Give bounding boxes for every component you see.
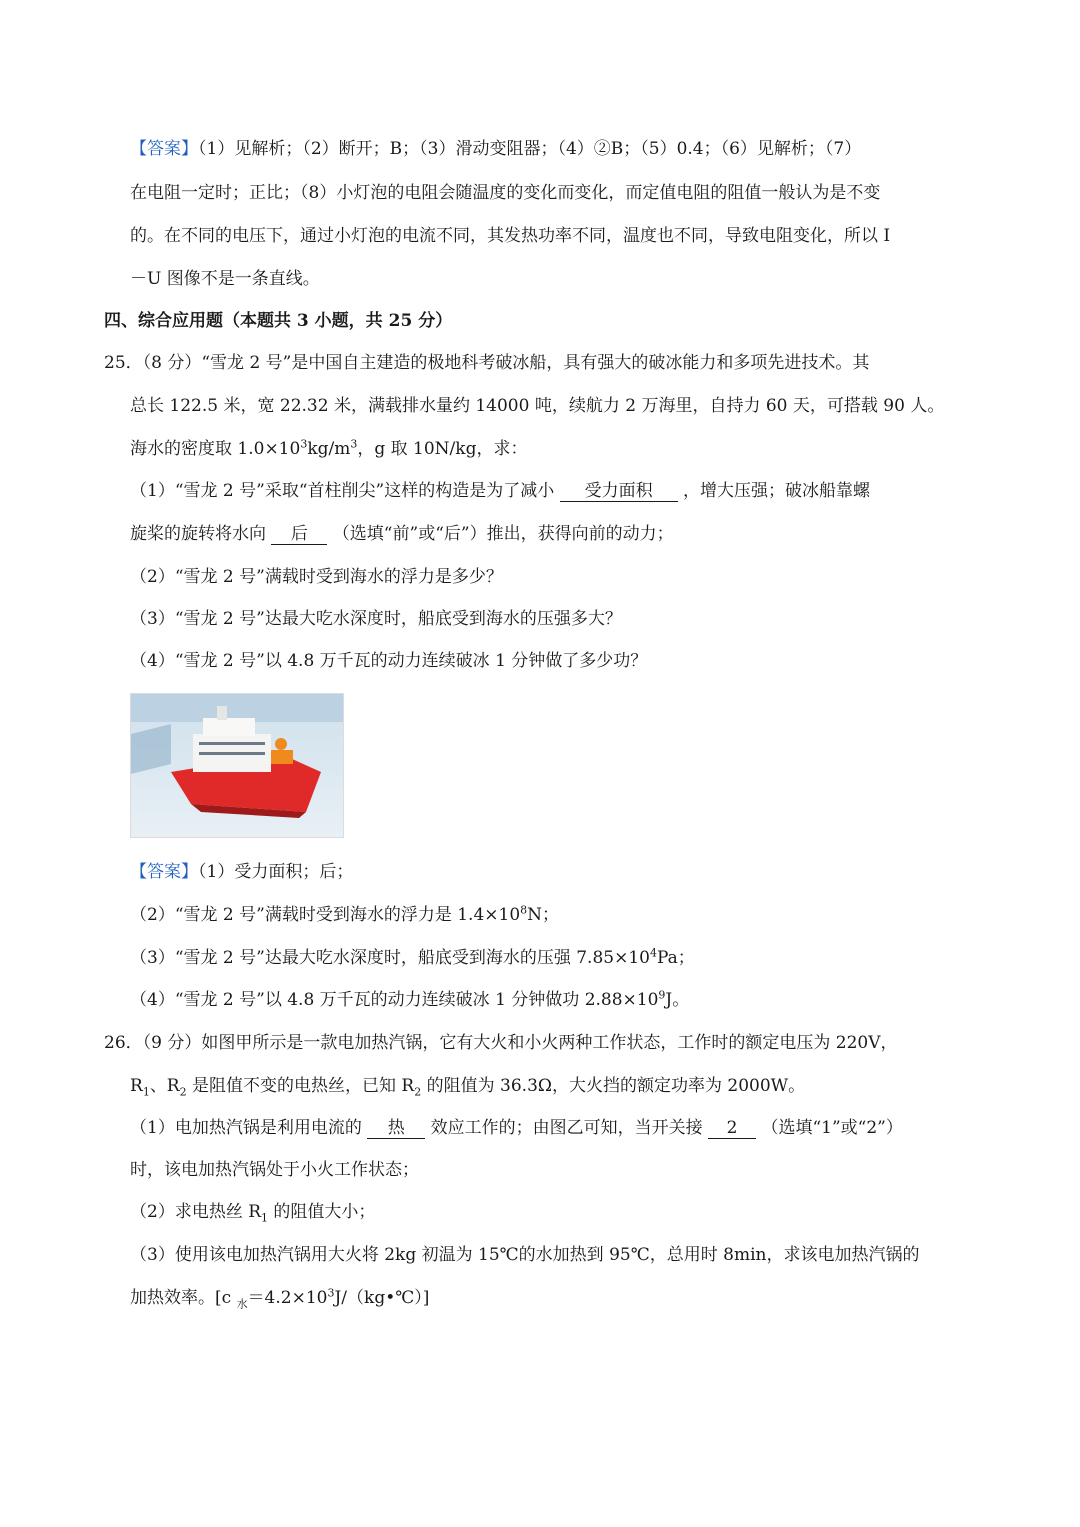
subscript: 1: [142, 1085, 150, 1099]
q25-part-1-cont: [130, 522, 674, 546]
q26-text-1: （9 分）如图甲所示是一款电加热汽锅，它有大火和小火两种工作状态，工作时的额定电压为 220V，: [142, 1033, 898, 1053]
q25-answer-3: [130, 946, 695, 970]
q26-line-2: [130, 1074, 805, 1098]
q25-text-1: （8 分）“雪龙 2 号”是中国自主建造的极地科考破冰船，具有强大的破冰能力和多项先进技术。其: [142, 353, 870, 373]
q26-part-3-cont: [130, 1286, 429, 1310]
q25-p1-text: （选填“前”或“后”）推出，获得向前的动力；: [327, 524, 674, 544]
q26-line-1: [104, 1031, 898, 1055]
q25-density-unit: kg/m: [307, 439, 351, 459]
heading-part: 分）: [412, 311, 453, 331]
q26-text: 、R: [149, 1076, 180, 1096]
superscript: 3: [350, 437, 358, 451]
heading-part: 小题，共: [308, 311, 389, 331]
q25-part-4: （4）“雪龙 2 号”以 4.8 万千瓦的动力连续破冰 1 分钟做了多少功？: [130, 651, 648, 671]
q25-p1-text: （1）“雪龙 2 号”采取“首柱削尖”这样的构造是为了减小: [130, 481, 560, 501]
answer-tag: 【答案】: [130, 139, 198, 159]
q26-text: 的阻值大小；: [268, 1202, 376, 1222]
q26-text: （2）求电热丝 R: [130, 1202, 262, 1222]
q25-number: 25．: [104, 353, 143, 373]
q26-part-3: （3）使用该电加热汽锅用大火将 2kg 初温为 15℃的水加热到 95℃，总用时 8min，求该电加热汽锅的: [130, 1245, 920, 1265]
q26-p1-text: （选填“1”或“2”）: [756, 1118, 903, 1138]
q25-answer-unit: J。: [665, 990, 690, 1010]
q25-line-2: 总长 122.5 米，宽 22.32 米，满载排水量约 14000 吨，续航力 2 万海里，自持力 60 天，可搭载 90 人。: [130, 396, 945, 416]
q26-text: 的阻值为 36.3Ω，大火挡的额定功率为 2000W。: [421, 1076, 806, 1096]
q26-blank-2: 2: [708, 1118, 756, 1139]
q25-part-1: [130, 479, 870, 503]
q25-part-2: （2）“雪龙 2 号”满载时受到海水的浮力是多少？: [130, 567, 503, 587]
q25-answer-1: [130, 860, 353, 884]
prev-answer-line-4: －U 图像不是一条直线。: [130, 269, 320, 289]
q25-p1-text: 旋桨的旋转将水向: [130, 524, 272, 544]
q25-line-1: [104, 351, 869, 375]
q25-answer-text: （3）“雪龙 2 号”达最大吃水深度时，船底受到海水的压强 7.85×10: [130, 948, 650, 968]
prev-answer-line-1: [130, 137, 861, 161]
icebreaker-photo: [130, 693, 344, 838]
q26-part-1: [130, 1116, 903, 1140]
q26-part-2: [130, 1200, 375, 1224]
subscript: 2: [179, 1085, 187, 1099]
heading-score: 25: [388, 311, 413, 331]
q25-answer-unit: N；: [527, 905, 560, 925]
subscript: 1: [261, 1211, 269, 1225]
q25-answer-2: [130, 903, 559, 927]
heading-part: 四、综合应用题（本题共: [104, 311, 297, 331]
q25-line-3: [130, 437, 527, 461]
q25-blank-2: 后: [271, 524, 327, 545]
q26-number: 26．: [104, 1033, 143, 1053]
superscript: 8: [520, 903, 528, 917]
q25-answer-text: （1）受力面积；后；: [198, 862, 354, 882]
q25-part-3: （3）“雪龙 2 号”达最大吃水深度时，船底受到海水的压强多大？: [130, 609, 622, 629]
q25-p1-text: ，增大压强；破冰船靠螺: [677, 481, 871, 501]
answer-tag: 【答案】: [130, 862, 198, 882]
q25-density-text: 海水的密度取 1.0×10: [130, 439, 301, 459]
q26-text: ＝4.2×10: [247, 1288, 328, 1308]
q25-answer-4: [130, 988, 689, 1012]
q25-answer-text: （4）“雪龙 2 号”以 4.8 万千瓦的动力连续破冰 1 分钟做功 2.88×10: [130, 990, 659, 1010]
q25-answer-text: （2）“雪龙 2 号”满载时受到海水的浮力是 1.4×10: [130, 905, 521, 925]
heading-count: 3: [296, 311, 309, 331]
icebreaker-illustration: [131, 694, 343, 837]
q26-p1-text: 效应工作的；由图乙可知，当开关接: [425, 1118, 709, 1138]
prev-answer-line-2: 在电阻一定时；正比；（8）小灯泡的电阻会随温度的变化而变化，而定值电阻的阻值一般认为是不变: [130, 183, 881, 203]
q26-text: R: [130, 1076, 143, 1096]
section-heading: [104, 309, 452, 333]
subscript: 水: [236, 1297, 248, 1311]
q26-blank-1: 热: [367, 1118, 425, 1139]
superscript: 3: [327, 1286, 335, 1300]
prev-answer-text-1: （1）见解析；（2）断开；B；（3）滑动变阻器；（4）②B；（5）0.4；（6）见解析；（7）: [198, 139, 862, 159]
q26-part-1-cont: 时，该电加热汽锅处于小火工作状态；: [130, 1160, 419, 1180]
superscript: 4: [649, 946, 657, 960]
q25-blank-1: 受力面积: [560, 481, 678, 502]
q26-p1-text: （1）电加热汽锅是利用电流的: [130, 1118, 368, 1138]
subscript: 2: [414, 1085, 422, 1099]
superscript: 9: [658, 988, 666, 1002]
q26-text: 加热效率。[c: [130, 1288, 237, 1308]
q26-text: 是阻值不变的电热丝，已知 R: [186, 1076, 415, 1096]
superscript: 3: [300, 437, 308, 451]
q25-answer-unit: Pa；: [656, 948, 695, 968]
q25-g-text: ，g 取 10N/kg，求：: [357, 439, 528, 459]
prev-answer-line-3: 的。在不同的电压下，通过小灯泡的电流不同，其发热功率不同，温度也不同，导致电阻变化，所以 I: [130, 226, 891, 246]
q26-text: J/（kg•℃）]: [334, 1288, 430, 1308]
